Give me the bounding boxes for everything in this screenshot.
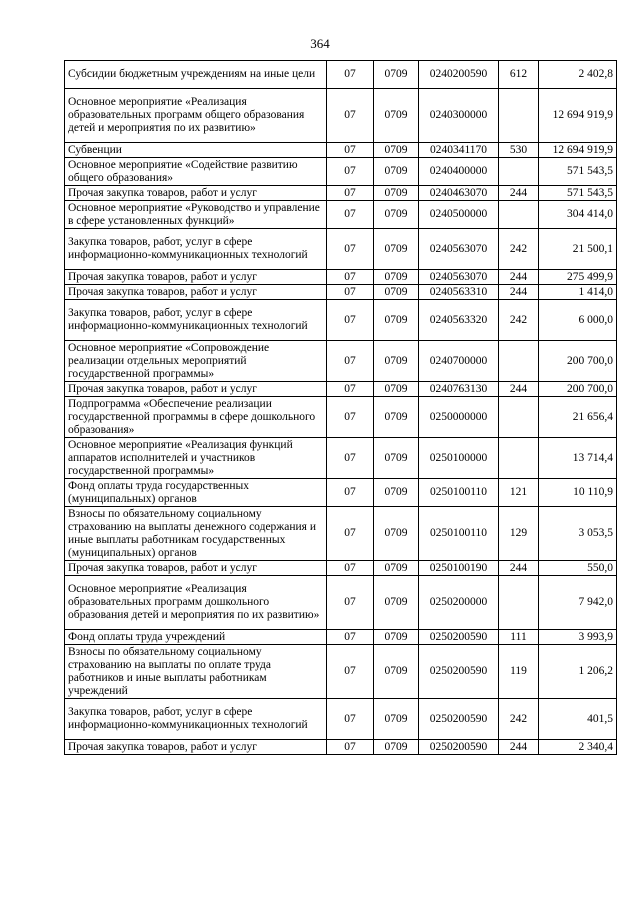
row-expense-type: 612 <box>499 61 539 89</box>
row-amount: 550,0 <box>539 561 617 576</box>
row-amount: 1 414,0 <box>539 285 617 300</box>
table-row <box>65 561 617 576</box>
row-section: 07 <box>327 645 374 699</box>
row-subsection: 0709 <box>374 158 419 186</box>
row-target-article: 0250100190 <box>419 561 499 576</box>
table-row <box>65 341 617 382</box>
table-row <box>65 61 617 89</box>
row-target-article: 0240563070 <box>419 229 499 270</box>
row-section: 07 <box>327 158 374 186</box>
row-target-article: 0240500000 <box>419 201 499 229</box>
row-section: 07 <box>327 143 374 158</box>
table-row <box>65 479 617 507</box>
table-row <box>65 576 617 630</box>
row-amount: 200 700,0 <box>539 341 617 382</box>
row-target-article: 0240300000 <box>419 89 499 143</box>
row-expense-type <box>499 201 539 229</box>
table-row <box>65 645 617 699</box>
row-target-article: 0240563070 <box>419 270 499 285</box>
row-amount: 12 694 919,9 <box>539 89 617 143</box>
row-target-article: 0240563320 <box>419 300 499 341</box>
row-target-article: 0240341170 <box>419 143 499 158</box>
row-expense-type: 244 <box>499 270 539 285</box>
row-section: 07 <box>327 576 374 630</box>
row-subsection: 0709 <box>374 61 419 89</box>
row-target-article: 0250200000 <box>419 576 499 630</box>
row-name: Прочая закупка товаров, работ и услуг <box>65 186 327 201</box>
row-amount: 21 500,1 <box>539 229 617 270</box>
row-section: 07 <box>327 382 374 397</box>
budget-table-body <box>65 61 617 755</box>
row-amount: 12 694 919,9 <box>539 143 617 158</box>
row-expense-type: 242 <box>499 699 539 740</box>
row-subsection: 0709 <box>374 89 419 143</box>
row-subsection: 0709 <box>374 186 419 201</box>
row-subsection: 0709 <box>374 300 419 341</box>
row-section: 07 <box>327 186 374 201</box>
row-subsection: 0709 <box>374 285 419 300</box>
row-section: 07 <box>327 341 374 382</box>
row-target-article: 0250200590 <box>419 645 499 699</box>
table-row <box>65 229 617 270</box>
row-section: 07 <box>327 630 374 645</box>
row-section: 07 <box>327 89 374 143</box>
table-row <box>65 186 617 201</box>
row-expense-type <box>499 341 539 382</box>
row-subsection: 0709 <box>374 201 419 229</box>
row-target-article: 0250200590 <box>419 740 499 755</box>
row-target-article: 0240400000 <box>419 158 499 186</box>
page-number: 364 <box>310 36 330 51</box>
row-subsection: 0709 <box>374 561 419 576</box>
table-row <box>65 143 617 158</box>
row-expense-type: 242 <box>499 229 539 270</box>
row-section: 07 <box>327 699 374 740</box>
table-row <box>65 438 617 479</box>
row-subsection: 0709 <box>374 382 419 397</box>
row-section: 07 <box>327 507 374 561</box>
row-section: 07 <box>327 270 374 285</box>
row-section: 07 <box>327 201 374 229</box>
row-expense-type <box>499 89 539 143</box>
table-row <box>65 630 617 645</box>
table-row <box>65 201 617 229</box>
row-target-article: 0250100110 <box>419 507 499 561</box>
row-target-article: 0240563310 <box>419 285 499 300</box>
row-expense-type: 121 <box>499 479 539 507</box>
row-expense-type: 242 <box>499 300 539 341</box>
row-target-article: 0250000000 <box>419 397 499 438</box>
table-row <box>65 270 617 285</box>
row-expense-type: 244 <box>499 382 539 397</box>
row-target-article: 0240763130 <box>419 382 499 397</box>
row-expense-type: 244 <box>499 186 539 201</box>
row-expense-type <box>499 438 539 479</box>
row-section: 07 <box>327 479 374 507</box>
table-row <box>65 158 617 186</box>
row-amount: 2 340,4 <box>539 740 617 755</box>
row-name: Закупка товаров, работ, услуг в сфере информационно-коммуникационных технологий <box>65 699 327 740</box>
row-amount: 7 942,0 <box>539 576 617 630</box>
row-section: 07 <box>327 397 374 438</box>
row-section: 07 <box>327 740 374 755</box>
row-amount: 401,5 <box>539 699 617 740</box>
row-amount: 275 499,9 <box>539 270 617 285</box>
row-target-article: 0250100000 <box>419 438 499 479</box>
row-expense-type: 244 <box>499 740 539 755</box>
row-name: Основное мероприятие «Руководство и управление в сфере установленных функций» <box>65 201 327 229</box>
row-expense-type: 129 <box>499 507 539 561</box>
row-name: Прочая закупка товаров, работ и услуг <box>65 382 327 397</box>
row-expense-type: 111 <box>499 630 539 645</box>
table-row <box>65 382 617 397</box>
row-amount: 3 993,9 <box>539 630 617 645</box>
table-row <box>65 300 617 341</box>
row-target-article: 0250100110 <box>419 479 499 507</box>
row-subsection: 0709 <box>374 397 419 438</box>
row-subsection: 0709 <box>374 576 419 630</box>
row-name: Взносы по обязательному социальному страхованию на выплаты по оплате труда работников и иные выплаты работникам учреждений <box>65 645 327 699</box>
row-target-article: 0240700000 <box>419 341 499 382</box>
row-amount: 1 206,2 <box>539 645 617 699</box>
row-amount: 3 053,5 <box>539 507 617 561</box>
row-section: 07 <box>327 561 374 576</box>
row-name: Закупка товаров, работ, услуг в сфере информационно-коммуникационных технологий <box>65 229 327 270</box>
table-row <box>65 285 617 300</box>
row-name: Прочая закупка товаров, работ и услуг <box>65 285 327 300</box>
row-target-article: 0250200590 <box>419 699 499 740</box>
row-name: Основное мероприятие «Сопровождение реализации отдельных мероприятий государственной программы» <box>65 341 327 382</box>
row-subsection: 0709 <box>374 507 419 561</box>
row-amount: 21 656,4 <box>539 397 617 438</box>
row-target-article: 0250200590 <box>419 630 499 645</box>
row-subsection: 0709 <box>374 645 419 699</box>
row-section: 07 <box>327 300 374 341</box>
table-row <box>65 740 617 755</box>
row-subsection: 0709 <box>374 630 419 645</box>
row-name: Фонд оплаты труда государственных (муниципальных) органов <box>65 479 327 507</box>
row-name: Закупка товаров, работ, услуг в сфере информационно-коммуникационных технологий <box>65 300 327 341</box>
row-amount: 571 543,5 <box>539 186 617 201</box>
row-subsection: 0709 <box>374 143 419 158</box>
row-expense-type <box>499 397 539 438</box>
row-amount: 13 714,4 <box>539 438 617 479</box>
row-amount: 2 402,8 <box>539 61 617 89</box>
row-subsection: 0709 <box>374 229 419 270</box>
table-row <box>65 507 617 561</box>
row-subsection: 0709 <box>374 740 419 755</box>
row-amount: 571 543,5 <box>539 158 617 186</box>
row-subsection: 0709 <box>374 479 419 507</box>
row-subsection: 0709 <box>374 438 419 479</box>
row-subsection: 0709 <box>374 270 419 285</box>
row-target-article: 0240463070 <box>419 186 499 201</box>
budget-table <box>64 60 617 755</box>
row-name: Подпрограмма «Обеспечение реализации государственной программы в сфере дошкольного образования» <box>65 397 327 438</box>
row-expense-type: 119 <box>499 645 539 699</box>
row-name: Основное мероприятие «Реализация функций аппаратов исполнителей и участников государственной программы» <box>65 438 327 479</box>
row-name: Основное мероприятие «Реализация образовательных программ дошкольного образования детей и мероприятия по их развитию» <box>65 576 327 630</box>
row-name: Фонд оплаты труда учреждений <box>65 630 327 645</box>
row-amount: 200 700,0 <box>539 382 617 397</box>
row-section: 07 <box>327 285 374 300</box>
row-name: Прочая закупка товаров, работ и услуг <box>65 270 327 285</box>
row-section: 07 <box>327 438 374 479</box>
row-name: Основное мероприятие «Реализация образовательных программ общего образования детей и мероприятия по их развитию» <box>65 89 327 143</box>
row-expense-type <box>499 576 539 630</box>
table-row <box>65 397 617 438</box>
row-name: Субвенции <box>65 143 327 158</box>
row-expense-type: 244 <box>499 285 539 300</box>
row-expense-type: 244 <box>499 561 539 576</box>
row-name: Прочая закупка товаров, работ и услуг <box>65 561 327 576</box>
row-name: Субсидии бюджетным учреждениям на иные цели <box>65 61 327 89</box>
row-expense-type: 530 <box>499 143 539 158</box>
row-target-article: 0240200590 <box>419 61 499 89</box>
table-row <box>65 89 617 143</box>
row-amount: 10 110,9 <box>539 479 617 507</box>
row-section: 07 <box>327 61 374 89</box>
row-section: 07 <box>327 229 374 270</box>
row-name: Взносы по обязательному социальному страхованию на выплаты денежного содержания и иные выплаты работникам государственных (муниципальных) органов <box>65 507 327 561</box>
row-expense-type <box>499 158 539 186</box>
row-subsection: 0709 <box>374 341 419 382</box>
row-amount: 6 000,0 <box>539 300 617 341</box>
row-amount: 304 414,0 <box>539 201 617 229</box>
row-subsection: 0709 <box>374 699 419 740</box>
row-name: Основное мероприятие «Содействие развитию общего образования» <box>65 158 327 186</box>
row-name: Прочая закупка товаров, работ и услуг <box>65 740 327 755</box>
table-row <box>65 699 617 740</box>
